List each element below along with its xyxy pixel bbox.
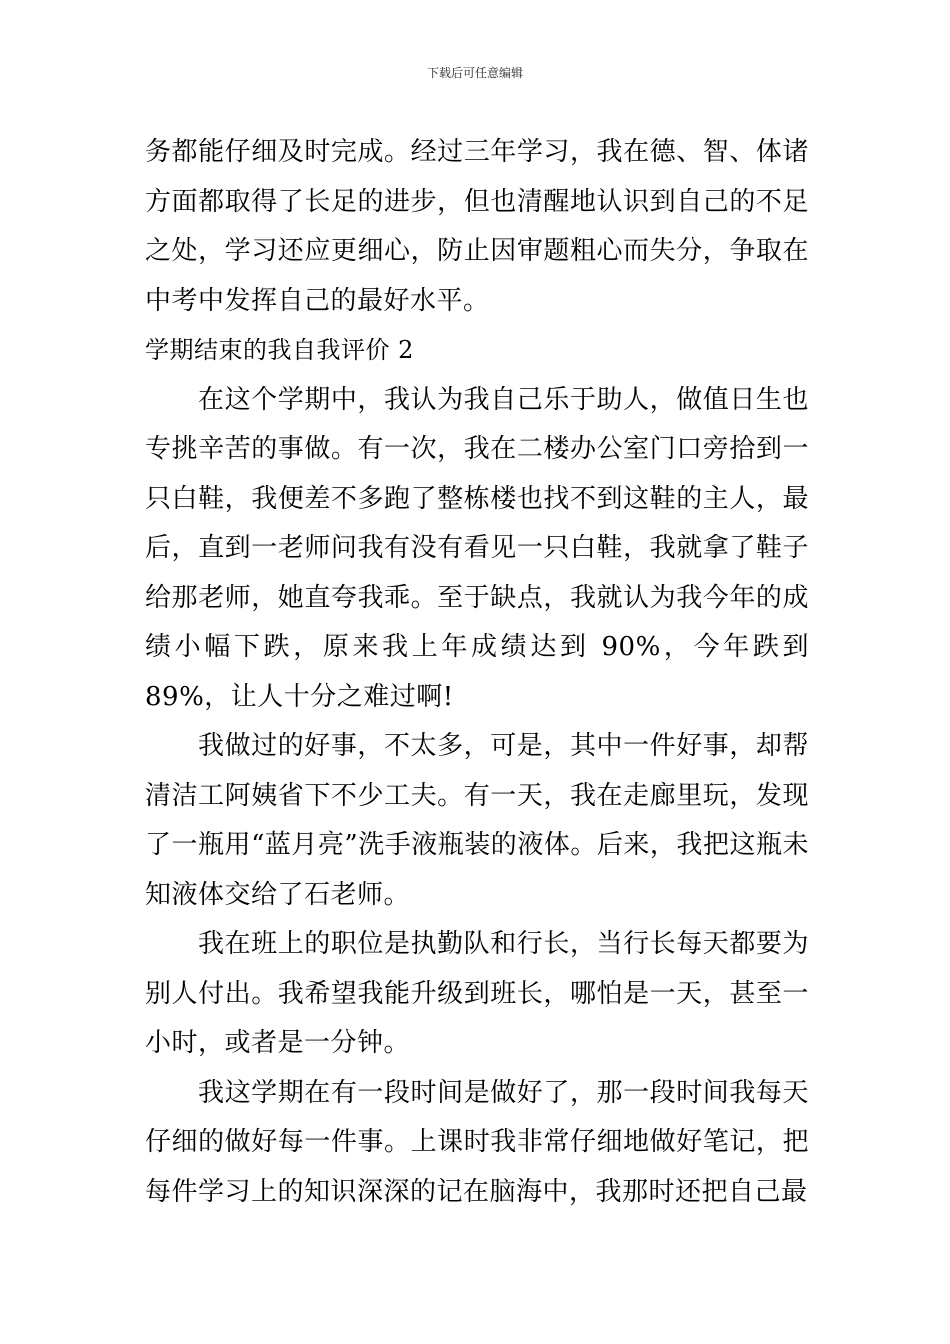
paragraph-class-role: 我在班上的职位是执勤队和行长，当行长每天都要为别人付出。我希望我能升级到班长，哪怕是一天，甚至一小时，或者是一分钟。 [145,929,809,1058]
paragraph-helping-others: 在这个学期中，我认为我自己乐于助人，做值日生也专挑辛苦的事做。有一次，我在二楼办公室门口旁拾到一只白鞋，我便差不多跑了整栋楼也找不到这鞋的主人，最后，直到一老师问我有没有看见一只白鞋，我就拿了鞋子给那老师，她直夸我乖。至于缺点，我就认为我今年的成绩小幅下跌，原来我上年成绩达到 90%，今年跌到 89%，让人十分之难过啊! [145,384,809,712]
section-title: 学期结束的我自我评价 2 [145,336,414,364]
paragraph-study-habits: 我这学期在有一段时间是做好了，那一段时间我每天仔细的做好每一件事。上课时我非常仔细地做好笔记，把每件学习上的知识深深的记在脑海中，我那时还把自己最 [145,1077,809,1207]
page-header: 下载后可任意编辑 [426,66,523,80]
paragraph-good-deed: 我做过的好事，不太多，可是，其中一件好事，却帮清洁工阿姨省下不少工夫。有一天，我在走廊里玩，发现了一瓶用“蓝月亮”洗手液瓶装的液体。后来，我把这瓶未知液体交给了石老师。 [145,731,809,910]
document-body [145,128,809,1217]
paragraph-continuation: 务都能仔细及时完成。经过三年学习，我在德、智、体诸方面都取得了长足的进步，但也清醒地认识到自己的不足之处，学习还应更细心，防止因审题粗心而失分，争取在中考中发挥自己的最好水平。 [145,137,809,316]
